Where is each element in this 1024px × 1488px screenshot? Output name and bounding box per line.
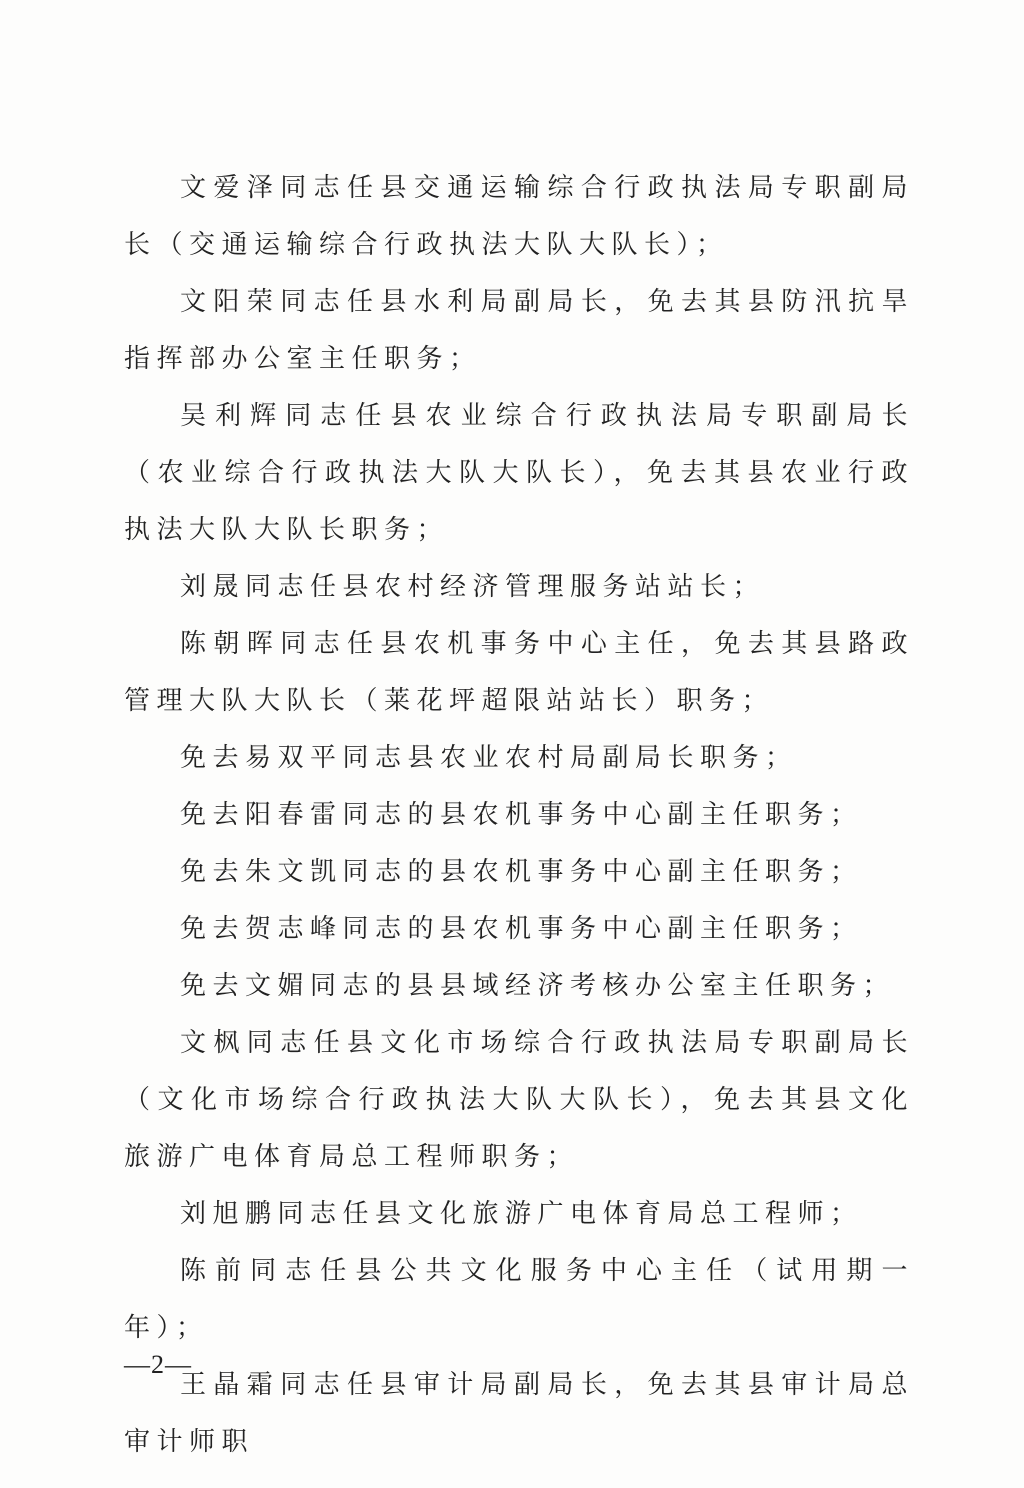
paragraph-5: 陈朝晖同志任县农机事务中心主任，免去其县路政管理大队大队长（莱花坪超限站站长）职务； — [124, 629, 914, 716]
paragraph-3: 吴利辉同志任县农业综合行政执法局专职副局长（农业综合行政执法大队大队长），免去其县农业行政执法大队大队长职务； — [124, 401, 914, 545]
paragraph-12: 刘旭鹏同志任县文化旅游广电体育局总工程师； — [180, 1199, 863, 1229]
paragraph-4: 刘晟同志任县农村经济管理服务站站长； — [180, 572, 766, 602]
page-number: —2— — [124, 1350, 192, 1379]
paragraph-10: 免去文媚同志的县县域经济考核办公室主任职务； — [180, 971, 896, 1001]
document-body — [124, 160, 914, 1471]
paragraph-11: 文枫同志任县文化市场综合行政执法局专职副局长（文化市场综合行政执法大队大队长），免去其县文化旅游广电体育局总工程师职务； — [124, 1028, 914, 1172]
paragraph-6: 免去易双平同志县农业农村局副局长职务； — [180, 743, 798, 773]
paragraph-1: 文爱泽同志任县交通运输综合行政执法局专职副局长（交通运输综合行政执法大队大队长）； — [124, 173, 914, 260]
paragraph-13: 陈前同志任县公共文化服务中心主任（试用期一年）； — [124, 1256, 914, 1343]
paragraph-8: 免去朱文凯同志的县农机事务中心副主任职务； — [180, 857, 863, 887]
paragraph-7: 免去阳春雷同志的县农机事务中心副主任职务； — [180, 800, 863, 830]
paragraph-2: 文阳荣同志任县水利局副局长，免去其县防汛抗旱指挥部办公室主任职务； — [124, 287, 914, 374]
paragraph-14: 王晶霜同志任县审计局副局长，免去其县审计局总审计师职 — [124, 1370, 914, 1457]
paragraph-9: 免去贺志峰同志的县农机事务中心副主任职务； — [180, 914, 863, 944]
